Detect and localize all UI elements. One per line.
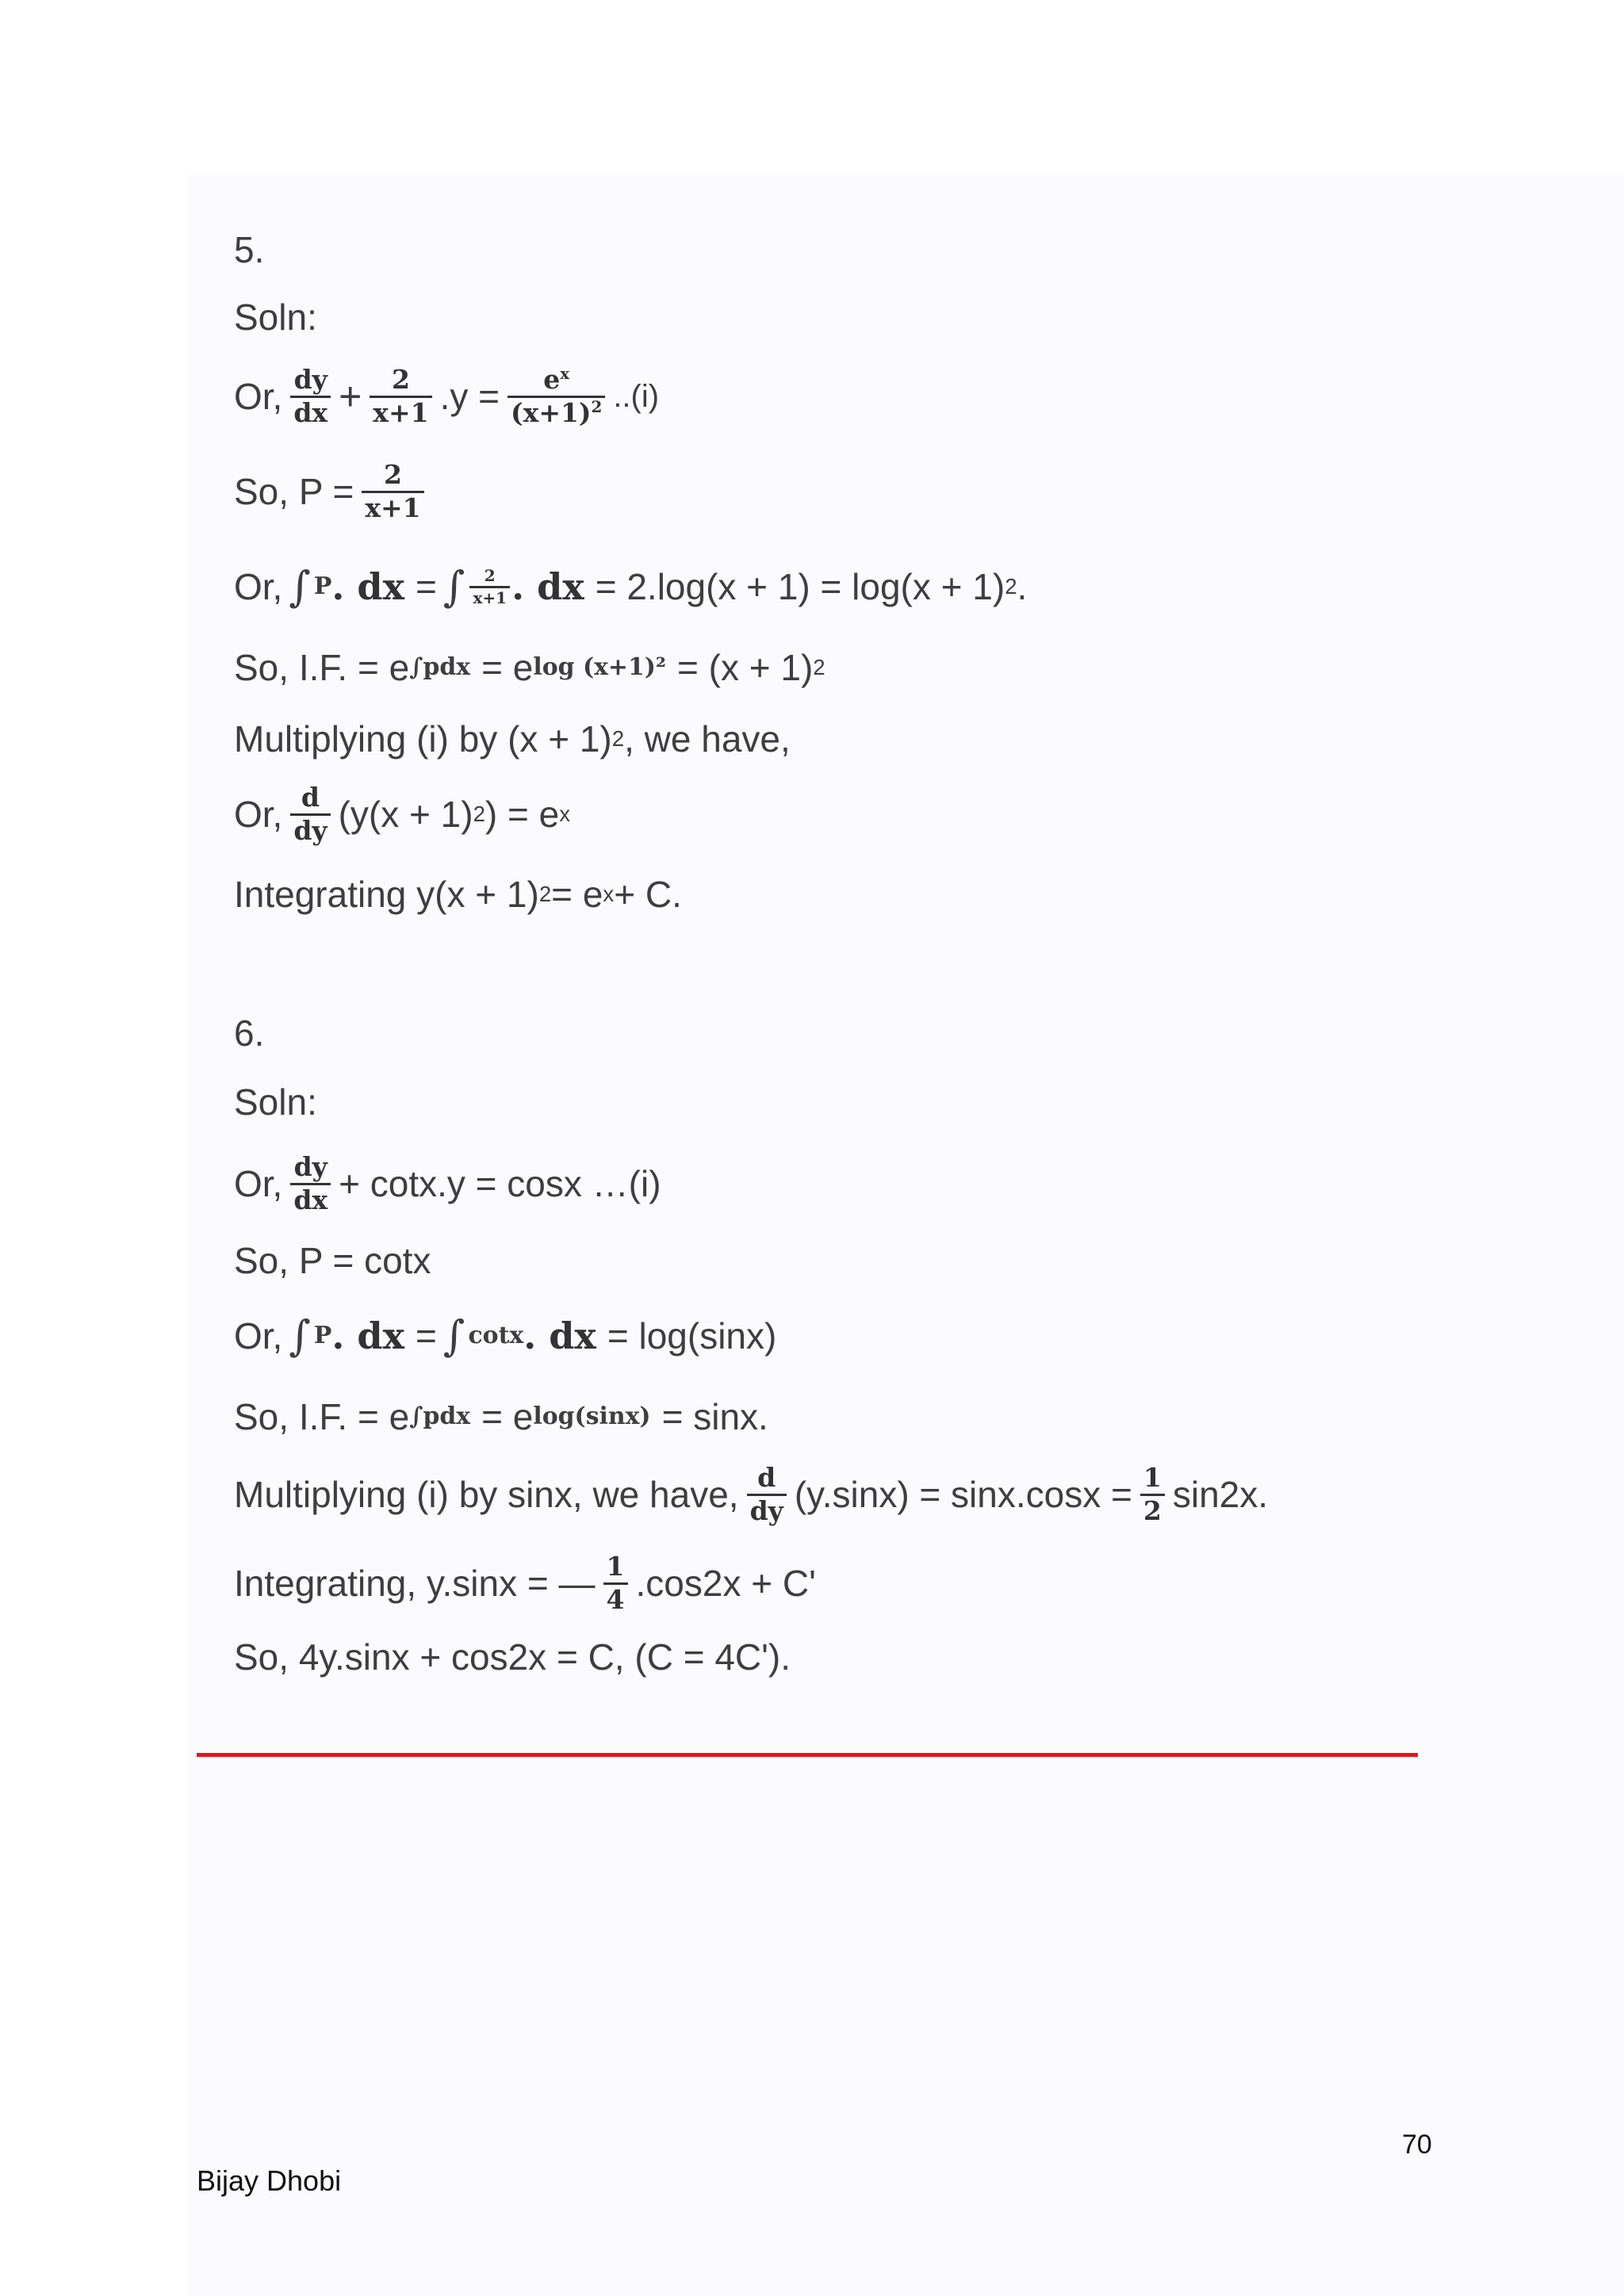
text-line: So, P = cotx	[234, 1240, 431, 1281]
text-line: Multiplying (i) by (x + 1) 2 , we have,	[234, 718, 791, 760]
equation-line: Multiplying (i) by sinx, we have, $\frac{d}{dy}$ (y.sinx) = sinx.cosx = $\frac{1}{2}$ sin2x.	[234, 1461, 1269, 1526]
equation-line: So, I.F. = e ∫pdx = e log (x+1)² = (x + 1) 2	[234, 647, 825, 688]
equation-line: Or, $\frac{d}{dy}$ (y(x + 1) 2 ) = e x	[234, 781, 571, 846]
text-line: Integrating y(x + 1) 2 = e x + C.	[234, 874, 682, 915]
fraction-2-over-x-plus-1: $\frac{2}{x+1}$	[370, 366, 431, 427]
equation-line: Or, ∫ P . dx = ∫ cotx . dx = log(sinx)	[234, 1311, 777, 1360]
fraction-2-over-x-plus-1: $\frac{2}{x+1}$	[362, 461, 423, 522]
problem-number: 5.	[234, 229, 265, 270]
fraction-one-half: $\frac{1}{2}$	[1140, 1464, 1165, 1525]
fraction-one-quarter: $\frac{1}{4}$	[603, 1553, 628, 1613]
fraction-dy-dx: $\frac{dy}{dx}$	[290, 366, 331, 427]
integral-symbol: ∫	[289, 1311, 311, 1360]
problem-number: 6.	[234, 1012, 265, 1054]
author-name: Bijay Dhobi	[197, 2164, 342, 2197]
integral-symbol: ∫	[442, 1311, 465, 1360]
equation-line: Or, $\frac{dy}{dx}$ + $\frac{2}{x+1}$ .y = $\frac{e^x}{(x+1)^2}$ ..(i)	[234, 363, 660, 428]
fraction-dy-dx: $\frac{dy}{dx}$	[290, 1154, 331, 1214]
integral-symbol: ∫	[289, 562, 311, 611]
fraction-2-over-x-plus-1: $\frac{2}{x+1}$	[469, 568, 510, 607]
equation-line: Integrating, y.sinx = — $\frac{1}{4}$ .cos2x + C'	[234, 1550, 816, 1615]
equation-line: Or, $\frac{dy}{dx}$ + cotx.y = cosx …(i)	[234, 1150, 661, 1215]
fraction-ex-over-x-plus-1-squared: $\frac{e^x}{(x+1)^2}$	[508, 366, 605, 427]
equation-line: Or, ∫ P . dx = ∫ $\frac{2}{x+1}$ . dx = 2.log(x + 1) = log(x + 1) 2 .	[234, 562, 1028, 611]
section-divider	[197, 1753, 1418, 1757]
text-line: So, 4y.sinx + cos2x = C, (C = 4C').	[234, 1636, 791, 1678]
integral-symbol: ∫	[442, 562, 465, 611]
soln-label: Soln:	[234, 297, 317, 338]
equation-line: So, I.F. = e ∫pdx = e log(sinx) = sinx.	[234, 1396, 768, 1437]
page-number: 70	[1402, 2130, 1432, 2160]
equation-line: So, P = $\frac{2}{x+1}$	[234, 456, 432, 527]
soln-label: Soln:	[234, 1081, 317, 1123]
fraction-d-dy: $\frac{d}{dy}$	[747, 1464, 787, 1525]
fraction-d-dy: $\frac{d}{dy}$	[290, 784, 330, 844]
